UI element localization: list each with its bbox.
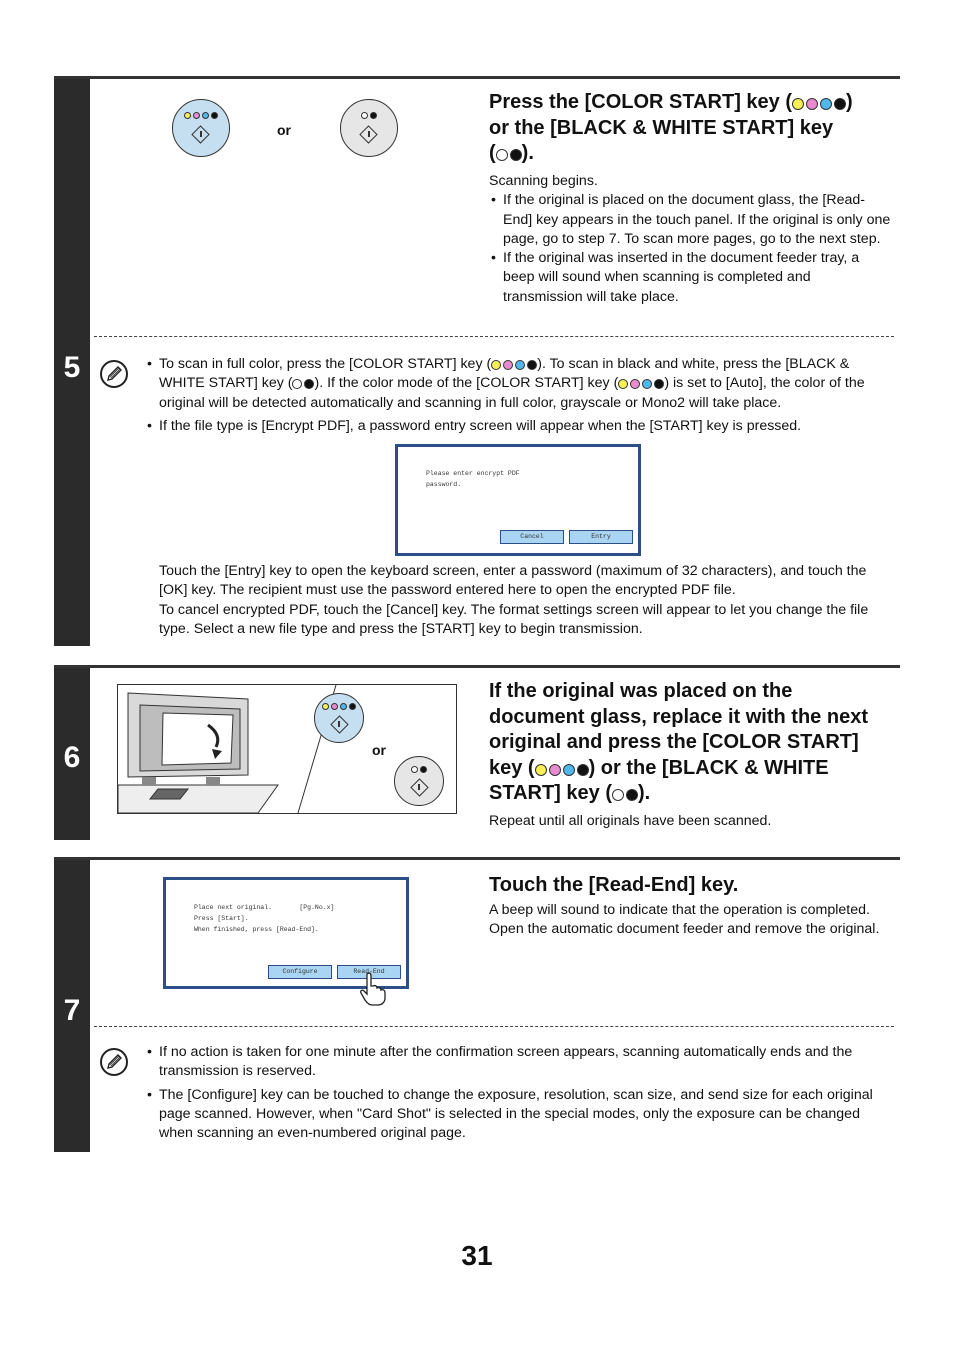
step-5-heading — [489, 90, 899, 167]
heading-part: key ( — [489, 756, 535, 779]
list-item: • If the original is placed on the document glass, the [Read-End] key appears in the touch panel. If the original is only one page, go to step 7. To scan more pages, go to the next step. — [489, 191, 891, 249]
bw-dots-icon — [292, 379, 314, 389]
read-end-panel — [163, 877, 409, 989]
bw-dots-icon — [496, 149, 522, 161]
paragraph: Touch the [Entry] key to open the keyboard screen, enter a password (maximum of 32 characters), and touch the [OK] key. The recipient must use the password entered here to open the encrypted PDF file. — [159, 563, 867, 599]
step-6-heading — [489, 679, 899, 807]
heading-part: ). — [637, 782, 651, 804]
hand-pointer-icon — [359, 972, 389, 1006]
entry-button[interactable]: Entry — [569, 530, 633, 544]
divider — [94, 1026, 894, 1027]
paragraph: A beep will sound to indicate that the operation is completed. — [489, 902, 870, 918]
paragraph: To cancel encrypted PDF, touch the [Cancel] key. The format settings screen will appear to let you change the file type. Select a new file type and press the [START] key to begin transmission. — [159, 601, 869, 637]
note-pencil-icon — [100, 1048, 128, 1076]
bw-start-key-icon — [394, 756, 444, 806]
page-number: 31 — [461, 1240, 493, 1271]
step-5-intro: Scanning begins. — [489, 173, 598, 189]
step-6-number: 6 — [63, 741, 81, 774]
read-end-button[interactable]: Read-End — [337, 965, 401, 979]
step-6-body: Repeat until all originals have been scanned. — [489, 813, 772, 829]
or-label: or — [372, 742, 386, 758]
step-7-body — [489, 901, 894, 940]
or-label: or — [277, 122, 291, 138]
list-item: • If the original was inserted in the document feeder tray, a beep will sound when scanning is completed and transmission will take place. — [489, 249, 891, 307]
bw-dots-icon — [612, 789, 638, 801]
note-part: To scan in full color, press the [COLOR START] key ( — [159, 356, 492, 372]
list-item: • The [Configure] key can be touched to change the exposure, resolution, scan size, and send size for each original page scanned. However, when "Card Shot" is selected in the special modes, only the exposure can be changed when scanning an even-numbered original page. — [145, 1086, 890, 1144]
list-item — [145, 355, 890, 413]
panel-message: Please enter encrypt PDF password. — [426, 470, 520, 488]
step-5-number: 5 — [63, 351, 81, 384]
heading-part: ) — [846, 91, 853, 113]
heading-part: ). — [521, 142, 534, 164]
note-pencil-icon — [100, 360, 128, 388]
list-item: • If no action is taken for one minute after the confirmation screen appears, scanning automatically ends and the transmission is reserved. — [145, 1043, 890, 1082]
heading-part: ) or the [BLACK & WHITE — [588, 756, 829, 779]
cancel-button[interactable]: Cancel — [500, 530, 564, 544]
color-start-key-icon — [314, 693, 364, 743]
divider — [94, 336, 894, 337]
note-part: ). To scan in black and white, press the [BLACK & WHITE START] key ( — [159, 356, 850, 392]
heading-line: If the original was placed on the — [489, 680, 793, 702]
step-7-number: 7 — [63, 994, 81, 1027]
step-5-note — [145, 355, 890, 436]
note-part: ). If the color mode of the [COLOR START] key ( — [314, 375, 619, 392]
paragraph: Open the automatic document feeder and remove the original. — [489, 921, 880, 938]
heading-part: Press the [COLOR START] key ( — [489, 91, 793, 113]
scanner-glass-illustration — [117, 684, 457, 814]
step-5 — [54, 76, 900, 646]
heading-part: START] key ( — [489, 782, 612, 804]
color-dots-icon — [618, 379, 664, 389]
configure-button[interactable]: Configure — [268, 965, 332, 979]
step-7 — [54, 857, 900, 1152]
panel-message: Place next original. [Pg.No.x] Press [Start]. When finished, press [Read-End]. — [194, 904, 335, 933]
step-6 — [54, 665, 900, 840]
encrypt-pdf-panel — [395, 444, 641, 556]
color-dots-icon — [792, 98, 846, 110]
heading-part: ( — [489, 142, 496, 164]
color-dots-icon — [535, 764, 589, 776]
list-item: • If the file type is [Encrypt PDF], a password entry screen will appear when the [START] key is pressed. — [145, 417, 890, 436]
heading-line: document glass, replace it with the next — [489, 705, 868, 728]
bw-start-key-icon — [340, 99, 398, 157]
color-dots-icon — [491, 360, 537, 370]
heading-line: or the [BLACK & WHITE START] key — [489, 116, 834, 139]
color-start-key-icon — [172, 99, 230, 157]
note-part: ) is set to [Auto], the color of the original will be detected automatically and scanning in full color, grayscale or Mono2 will take place. — [159, 375, 865, 411]
step-7-note — [145, 1043, 890, 1143]
step-5-body — [489, 172, 891, 307]
step-5-after-panel — [159, 562, 892, 639]
step-7-heading: Touch the [Read-End] key. — [489, 874, 739, 896]
heading-line: original and press the [COLOR START] — [489, 731, 859, 753]
